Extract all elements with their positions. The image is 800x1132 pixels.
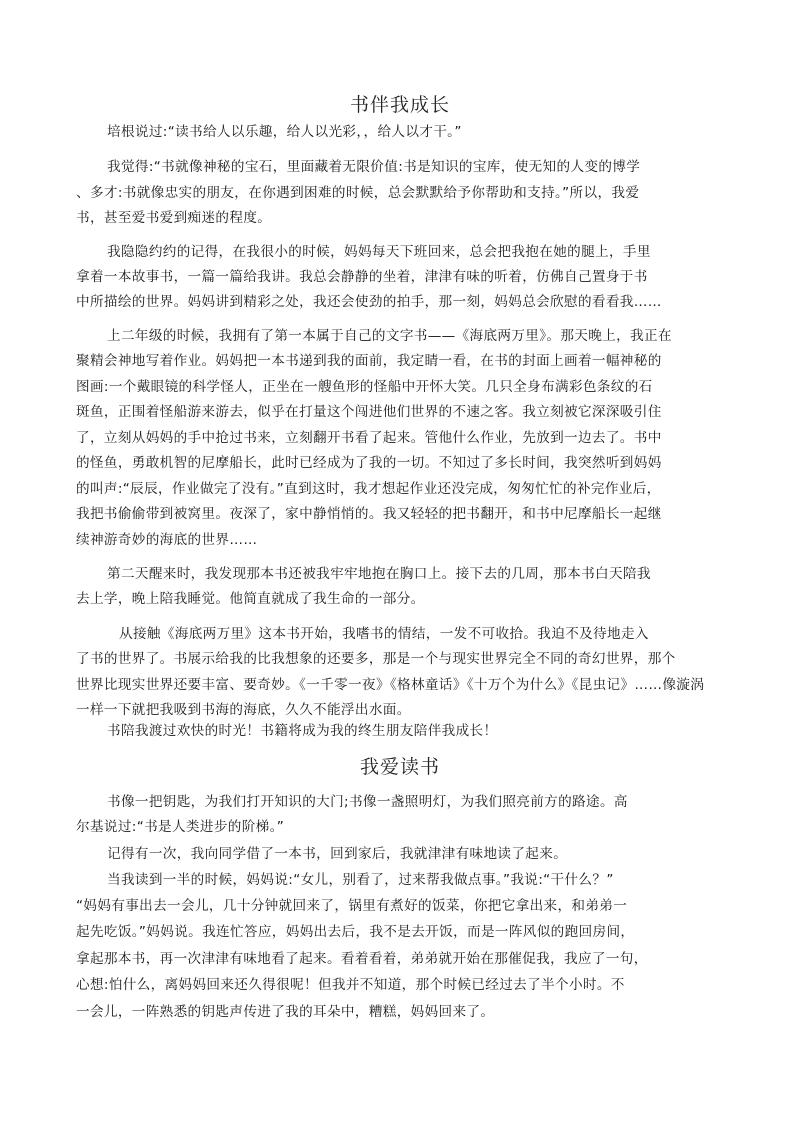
text-line: 中所描绘的世界。妈妈讲到精彩之处，我还会使劲的拍手，那一刻，妈妈总会欣慰的看看我…… <box>76 294 662 310</box>
essay1-title: 书伴我成长 <box>349 94 450 116</box>
text-line: 斑鱼，正围着怪船游来游去，似乎在打量这个闯进他们世界的不速之客。我立刻被它深深吸引住 <box>76 404 662 420</box>
text-line: 一样一下就把我吸到书海的海底，久久不能浮出水面。 <box>76 702 411 718</box>
text-line: 书，甚至爱书爱到痴迷的程度。 <box>76 210 272 226</box>
text-line: 书像一把钥匙，为我们打开知识的大门;书像一盏照明灯，为我们照亮前方的路途。高 <box>107 794 628 810</box>
text-line: 续神游奇妙的海底的世界…… <box>76 532 258 548</box>
text-line: 了，立刻从妈妈的手中抢过书来，立刻翻开书看了起来。管他什么作业，先放到一边去了。书中 <box>76 430 662 446</box>
text-line: 第二天醒来时，我发现那本书还被我牢牢地抱在胸口上。接下去的几周，那本书白天陪我 <box>107 566 651 582</box>
text-line: 我把书偷偷带到被窝里。夜深了，家中静悄悄的。我又轻轻的把书翻开，和书中尼摩船长一起继 <box>76 506 662 522</box>
text-line: 、多才:书就像忠实的朋友，在你遇到困难的时候，总会默默给予你帮助和支持。”所以，我爱 <box>76 185 640 201</box>
text-line: 尔基说过:“书是人类进步的阶梯。” <box>76 819 285 835</box>
text-line: 拿起那本书，再一次津津有味地看了起来。看着看着，弟弟就开始在那催促我，我应了一句， <box>76 951 648 967</box>
text-line: 了书的世界了。书展示给我的比我想象的还要多，那是一个与现实世界完全不同的奇幻世界，那个 <box>76 651 676 667</box>
text-line: 记得有一次，我向同学借了一本书，回到家后，我就津津有味地读了起来。 <box>107 846 568 862</box>
text-line: 去上学，晚上陪我睡觉。他简直就成了我生命的一部分。 <box>76 591 425 607</box>
text-line: 一会儿，一阵熟悉的钥匙声传进了我的耳朵中，糟糕，妈妈回来了。 <box>76 1004 495 1020</box>
text-line: 书陪我渡过欢快的时光！书籍将成为我的终生朋友陪伴我成长！ <box>107 723 498 739</box>
text-line: 世界比现实世界还要丰富、要奇妙。《一千零一夜》《格林童话》《十万个为什么》《昆虫记》……像漩涡 <box>76 677 705 693</box>
text-line: 聚精会神地写着作业。妈妈把一本书递到我的面前，我定睛一看，在书的封面上画着一幅神秘的 <box>76 353 662 369</box>
essay2-title: 我爱读书 <box>359 756 440 778</box>
text-line: 拿着一本故事书，一篇一篇给我讲。我总会静静的坐着，津津有味的听着，仿佛自己置身于书 <box>76 269 648 285</box>
text-line: “妈妈有事出去一会儿，几十分钟就回来了，锅里有煮好的饭菜，你把它拿出来，和弟弟一 <box>76 898 628 914</box>
text-line: 上二年级的时候，我拥有了第一本属于自己的文字书——《海底两万里》。那天晚上，我正在 <box>107 328 672 344</box>
text-line: 心想:怕什么，离妈妈回来还久得很呢！但我并不知道，那个时候已经过去了半个小时。不 <box>76 977 625 993</box>
text-line: 当我读到一半的时候，妈妈说:“女儿，别看了，过来帮我做点事。”我说:“干什么？” <box>107 872 614 888</box>
text-line: 我隐隐约约的记得，在我很小的时候，妈妈每天下班回来，总会把我抱在她的腿上，手里 <box>107 244 651 260</box>
text-line: 培根说过:“读书给人以乐趣，给人以光彩，，给人以才干。” <box>107 124 462 140</box>
text-line: 从接触《海底两万里》这本书开始，我嗜书的情结，一发不可收拾。我迫不及待地走入 <box>119 626 649 642</box>
text-line: 起先吃饭。”妈妈说。我连忙答应，妈妈出去后，我不是去开饭，而是一阵风似的跑回房间， <box>76 924 635 940</box>
text-line: 我觉得:“书就像神秘的宝石，里面藏着无限价值:书是知识的宝库，使无知的人变的博学 <box>107 159 641 175</box>
text-line: 的叫声:“辰辰，作业做完了没有。”直到这时，我才想起作业还没完成，匆匆忙忙的补完作业后， <box>76 481 661 497</box>
text-line: 图画:一个戴眼镜的科学怪人，正坐在一艘鱼形的怪船中开怀大笑。几只全身布满彩色条纹的石 <box>76 379 653 395</box>
text-line: 的怪鱼，勇敢机智的尼摩船长，此时已经成为了我的一切。不知过了多长时间，我突然听到妈妈 <box>76 455 662 471</box>
